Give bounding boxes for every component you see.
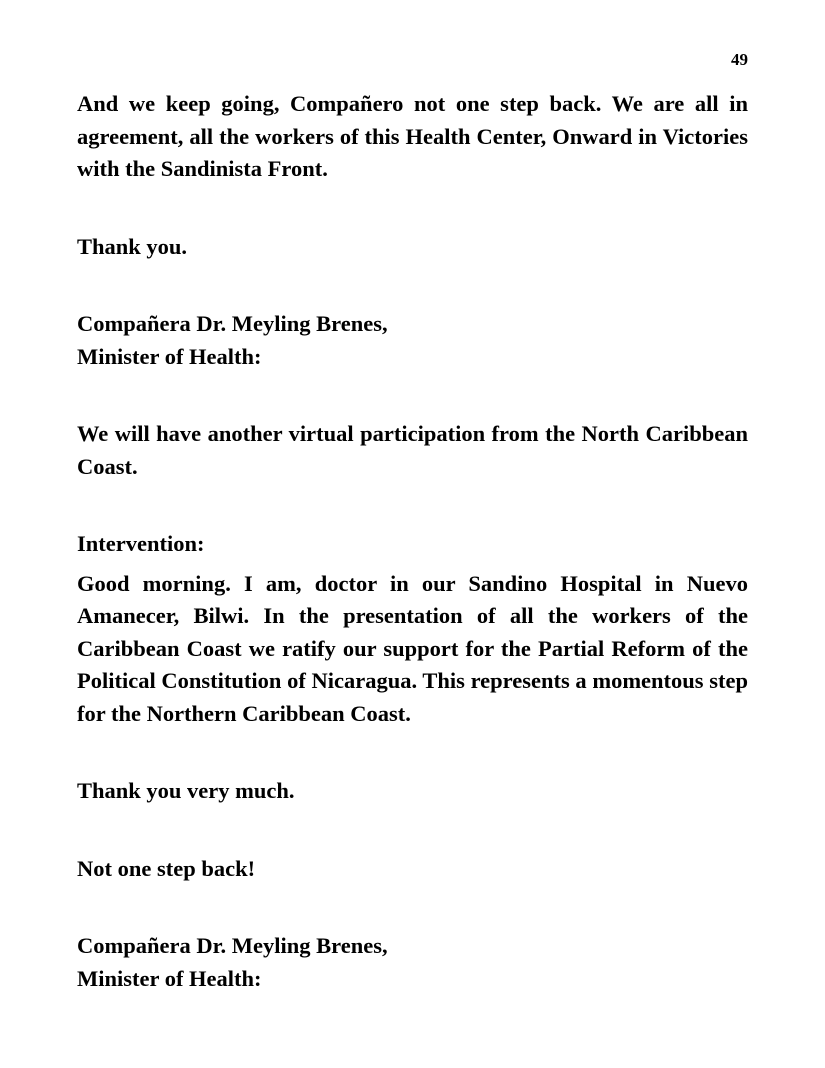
speaker-heading-minister [77,308,748,373]
heading-intervention: Intervention: [77,531,205,556]
speaker-heading-minister-2 [77,930,748,995]
paragraph-intervention: Good morning. I am, doctor in our Sandino Hospital in Nuevo Amanecer, Bilwi. In the presentation of all the workers of the Caribbean Coast we ratify our support for the Partial Reform of the Political Constitution of Nicaragua. This represents a momentous step for the Northern Caribbean Coast. [77,570,748,726]
paragraph-announcement: We will have another virtual participation from the North Caribbean Coast. [77,421,748,479]
document-body [77,88,748,995]
speaker-name: Compañera Dr. Meyling Brenes, [77,933,388,958]
paragraph-thank-you: Thank you. [77,233,188,259]
paragraph-not-one-step-back: Not one step back! [77,855,256,881]
page-number: 49 [731,50,748,69]
paragraph-thank-you-very-much: Thank you very much. [77,778,295,803]
speaker-title: Minister of Health: [77,965,262,991]
speaker-title: Minister of Health: [77,343,262,369]
paragraph-closing-remarks: And we keep going, Compañero not one step back. We are all in agreement, all the workers of this Health Center, Onward in Victories with the Sandinista Front. [77,91,748,181]
speaker-name: Compañera Dr. Meyling Brenes, [77,311,388,336]
